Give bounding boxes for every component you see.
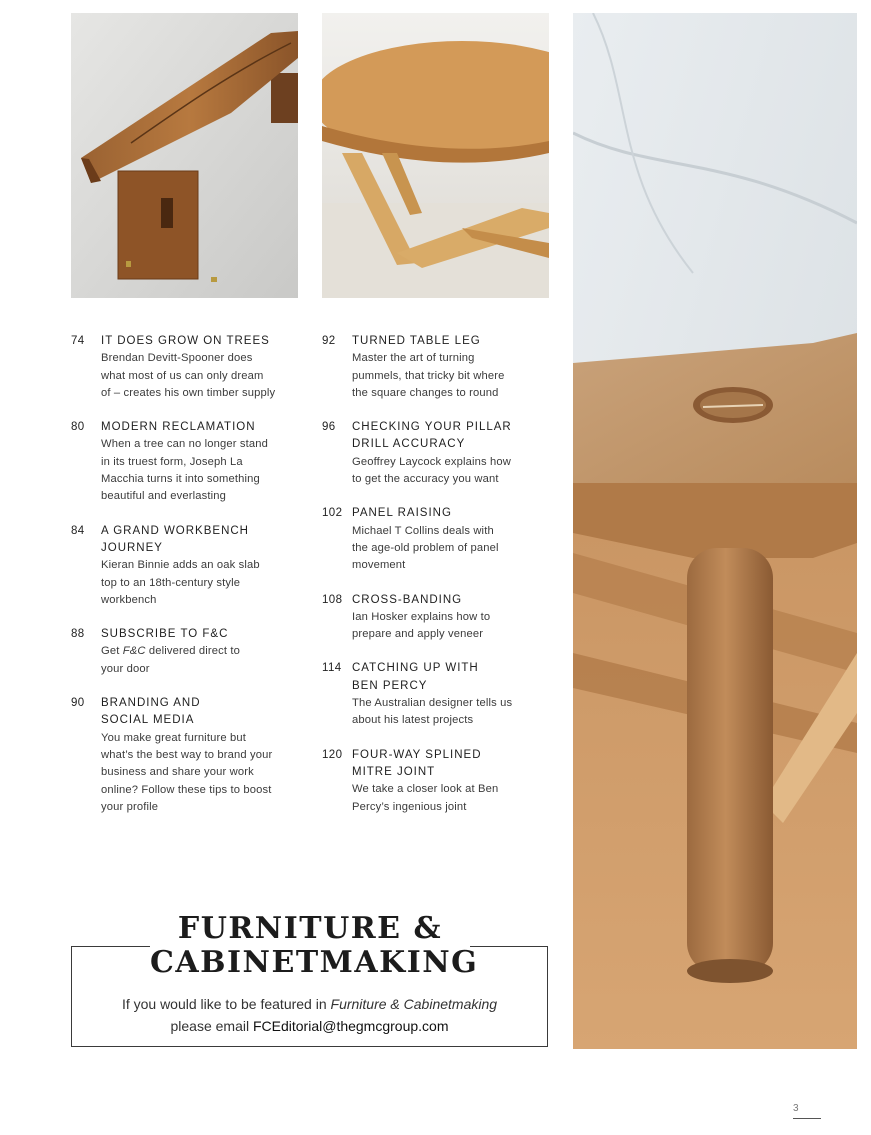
page-ref: 120 (322, 748, 343, 761)
entry-description: Geoffrey Laycock explains how to get the accuracy you want (352, 455, 511, 486)
logo-line-2: CABINETMAKING (150, 945, 479, 980)
page-ref: 92 (322, 335, 336, 347)
contribute-line-1: If you would like to be featured in Furniture & Cabinetmaking (121, 996, 498, 1012)
bench-photo (71, 13, 298, 298)
entry-description: We take a closer look at Ben Percy’s ingenious joint (352, 783, 499, 813)
entry-title: FOUR-WAY SPLINED MITRE JOINT (352, 748, 482, 778)
entry-title: TURNED TABLE LEG (352, 335, 481, 347)
magazine-logo (150, 911, 479, 980)
page-ref: 80 (71, 421, 85, 434)
entry-description: The Australian designer tells us about his latest projects (352, 697, 513, 727)
contents-entry[interactable] (322, 419, 562, 488)
contents-entry[interactable] (71, 419, 311, 505)
entry-title: IT DOES GROW ON TREES (101, 335, 270, 347)
entry-title: SUBSCRIBE TO F&C (101, 628, 229, 641)
entry-title: CROSS-BANDING (352, 593, 463, 606)
page-ref: 88 (71, 628, 85, 641)
page-ref: 84 (71, 524, 85, 537)
contents-entry[interactable] (71, 523, 311, 609)
round-table-photo (322, 13, 549, 298)
entry-description: Kieran Binnie adds an oak slab top to an 18th-century style workbench (101, 559, 260, 606)
contents-entry[interactable] (322, 333, 562, 402)
page-number-rule (793, 1118, 821, 1119)
entry-description: You make great furniture but what’s the best way to brand your business and share your work online? Follow these tips to boost your profile (101, 731, 273, 813)
contents-entry[interactable] (322, 660, 562, 729)
contribute-text (71, 993, 548, 1037)
entry-title: A GRAND WORKBENCH JOURNEY (101, 524, 249, 554)
page-ref: 114 (322, 662, 342, 675)
contents-entry[interactable] (71, 695, 311, 816)
email-link[interactable]: FCEditorial@thegmcgroup.com (252, 1018, 449, 1034)
page-ref: 96 (322, 421, 336, 434)
entry-title: CHECKING YOUR PILLAR DRILL ACCURACY (352, 421, 512, 451)
entry-description: Get F&C delivered direct to your door (101, 645, 240, 675)
contents-entry[interactable] (71, 626, 311, 678)
contents-column-middle (322, 333, 562, 816)
contents-column-left (71, 333, 311, 816)
entry-title: PANEL RAISING (352, 507, 452, 520)
page-ref: 90 (71, 697, 85, 710)
contribute-line-2: please email FCEditorial@thegmcgroup.com (170, 1018, 449, 1034)
entry-description: Master the art of turning pummels, that tricky bit where the square changes to round (352, 352, 505, 399)
contents-entry[interactable] (322, 592, 562, 644)
entry-title: CATCHING UP WITH BEN PERCY (352, 662, 479, 692)
page-ref: 108 (322, 593, 343, 606)
contents-entry[interactable] (322, 505, 562, 574)
table-leg-photo (573, 13, 857, 1049)
entry-description: Ian Hosker explains how to prepare and apply veneer (352, 610, 491, 641)
entry-description: Michael T Collins deals with the age-old problem of panel movement (352, 524, 499, 572)
entry-description: When a tree can no longer stand in its truest form, Joseph La Macchia turns it into something beautiful and everlasting (101, 438, 268, 503)
entry-title: BRANDING AND SOCIAL MEDIA (101, 697, 201, 727)
contents-entry[interactable] (322, 747, 562, 816)
entry-description: Brendan Devitt-Spooner does what most of us can only dream of – creates his own timber supply (101, 352, 276, 399)
contents-entry[interactable] (71, 333, 311, 402)
page-ref: 74 (71, 335, 85, 347)
logo-line-1: FURNITURE & (177, 911, 443, 946)
page-ref: 102 (322, 507, 343, 520)
entry-title: MODERN RECLAMATION (101, 421, 256, 434)
page-number: 3 (793, 1103, 799, 1114)
